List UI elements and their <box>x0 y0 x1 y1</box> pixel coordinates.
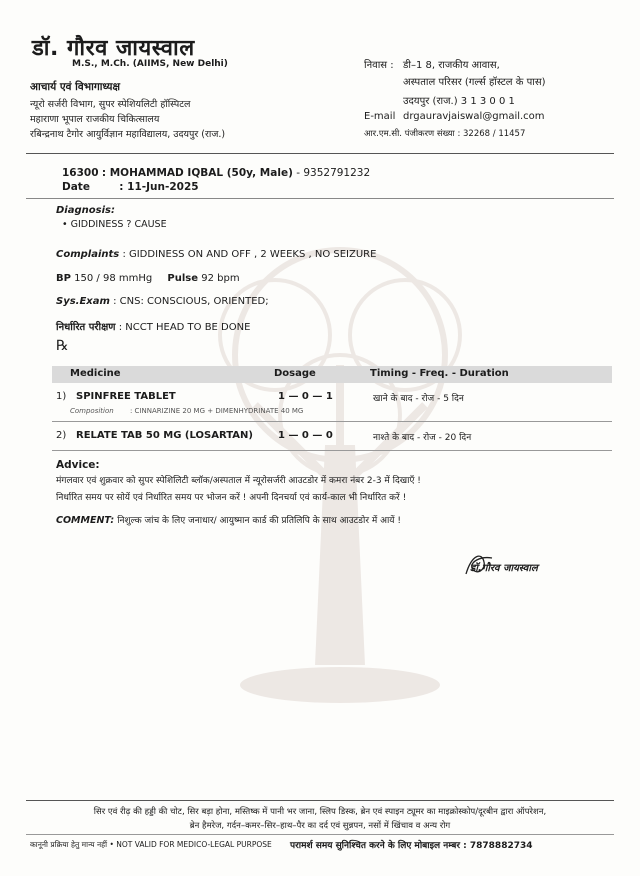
residence-line1: डी–1 8, राजकीय आवास, <box>403 60 500 71</box>
doctor-hospital: महाराणा भूपाल राजकीय चिकित्सालय <box>30 114 160 125</box>
advice-line2: निर्धारित समय पर सोयें एवं निर्धारित समय पर भोजन करें ! अपनी दिनचर्या एवं कार्य-काल भी निर्धारित करें ! <box>56 493 407 503</box>
complaints-line <box>56 249 376 260</box>
medicine-dosage: 1 — 0 — 1 <box>278 391 333 402</box>
comment-label: COMMENT: <box>56 515 115 526</box>
comment-value: निशुल्क जांच के लिए जनाधार/ आयुष्मान कार्ड की प्रतिलिपि के साथ आउटडोर में आयें ! <box>117 516 401 526</box>
doctor-qualification: M.S., M.Ch. (AIIMS, New Delhi) <box>72 59 228 69</box>
patient-divider <box>26 198 614 199</box>
date-line: Date : 11-Jun-2025 <box>62 181 199 193</box>
sysexam-label: Sys.Exam <box>56 296 110 307</box>
header-timing: Timing - Freq. - Duration <box>370 368 509 379</box>
medicine-timing: नाश्ते के बाद - रोज - 20 दिन <box>373 433 472 443</box>
patient-line: 16300 : MOHAMMAD IQBAL (50y, Male) - 9352791232 <box>62 167 371 179</box>
footer-services-line2: ब्रेन हैमरेज, गर्दन–कमर–सिर–हाथ–पैर का दर्द एवं सुन्नपन, नसों में खिंचाव व अन्य रोग <box>189 821 451 831</box>
signature-name: डॉ.गौरव जायस्वाल <box>470 563 538 574</box>
composition-line <box>70 407 303 415</box>
medicine-name: SPINFREE TABLET <box>76 391 176 402</box>
footer-services-line1: सिर एवं रीढ़ की हड्डी की चोट, सिर बड़ा होना, मस्तिष्क में पानी भर जाना, स्लिप डिस्क, ब्रेन एवं स्पाइन ट्यूमर का माइक्रोस्कोप/दूरबीन द्वारा ऑपरेशन, <box>93 807 547 817</box>
residence-line3: उदयपुर (राज.) 3 1 3 0 0 1 <box>403 96 515 107</box>
patient-phone: - 9352791232 <box>296 167 371 179</box>
header-medicine: Medicine <box>70 368 121 379</box>
doctor-designation: आचार्य एवं विभागाध्यक्ष <box>30 81 121 93</box>
investigation-line <box>56 319 250 333</box>
diagnosis-label: Diagnosis: <box>56 205 115 216</box>
doctor-college: रबिन्द्रनाथ टैगोर आयुर्विज्ञान महाविद्यालय, उदयपुर (राज.) <box>30 129 226 140</box>
date-label: Date <box>62 181 90 193</box>
investigation-value: : NCCT HEAD TO BE DONE <box>118 322 251 333</box>
row-number: 1) <box>56 391 67 402</box>
vitals-line <box>56 273 240 284</box>
medicine-timing: खाने के बाद - रोज - 5 दिन <box>373 394 464 404</box>
doctor-department: न्यूरो सर्जरी विभाग, सुपर स्पेशियलिटी हॉस्पिटल <box>30 99 191 110</box>
composition-value: : CINNARIZINE 20 MG + DIMENHYDRINATE 40 MG <box>129 407 304 415</box>
patient-name: MOHAMMAD IQBAL (50y, Male) <box>109 167 293 179</box>
email-address[interactable]: drgauravjaiswal@gmail.com <box>403 111 545 122</box>
header-dosage: Dosage <box>274 368 316 379</box>
pulse-label: Pulse <box>167 273 199 284</box>
advice-line1: मंगलवार एवं शुक्रवार को सुपर स्पेशिलिटी ब्लॉक/अस्पताल में न्यूरोसर्जरी आउटडोर में कमरा नंबर 2-3 में दिखाएँ ! <box>56 476 421 486</box>
composition-label: Composition <box>70 407 114 415</box>
complaints-value: : GIDDINESS ON AND OFF , 2 WEEKS , NO SEIZURE <box>122 249 377 260</box>
medicine-row <box>56 391 464 404</box>
footer-divider <box>26 834 614 835</box>
legal-disclaimer: कानूनी प्रक्रिया हेतु मान्य नहीं • NOT VALID FOR MEDICO-LEGAL PURPOSE <box>30 840 272 849</box>
sysexam-line <box>56 296 269 307</box>
residence-label: निवास : <box>364 60 394 71</box>
medicine-row <box>56 430 472 443</box>
bp-value: 150 / 98 mmHg <box>74 273 153 284</box>
header-divider <box>26 153 614 154</box>
row-divider <box>52 421 612 422</box>
email-label: E-mail <box>364 111 396 122</box>
comment-line <box>56 513 401 526</box>
medicine-name: RELATE TAB 50 MG (LOSARTAN) <box>76 430 253 441</box>
medicine-dosage: 1 — 0 — 0 <box>278 430 333 441</box>
row-number: 2) <box>56 430 67 441</box>
patient-id: 16300 <box>62 167 99 179</box>
medicine-table-header <box>52 366 612 383</box>
sysexam-value: : CNS: CONSCIOUS, ORIENTED; <box>113 296 269 307</box>
residence-line2: अस्पताल परिसर (गर्ल्स हॉस्टल के पास) <box>403 77 546 88</box>
footer-divider <box>26 800 614 801</box>
diagnosis-value: • GIDDINESS ? CAUSE <box>62 219 167 230</box>
investigation-label: निर्धारित परीक्षण <box>56 322 116 333</box>
rx-symbol: ℞ <box>56 338 69 354</box>
complaints-label: Complaints <box>56 249 120 260</box>
appointment-mobile: परामर्श समय सुनिश्चित करने के लिए मोबाइल नम्बर : 7878882734 <box>290 841 533 851</box>
prescription-date: 11-Jun-2025 <box>127 181 199 193</box>
bp-label: BP <box>56 273 71 284</box>
pulse-value: 92 bpm <box>201 273 240 284</box>
row-divider <box>52 450 612 451</box>
registration-number: आर.एम.सी. पंजीकरण संख्या : 32268 / 11457 <box>364 129 526 139</box>
doctor-name: डॉ. गौरव जायस्वाल <box>32 36 195 61</box>
advice-label: Advice: <box>56 459 100 471</box>
